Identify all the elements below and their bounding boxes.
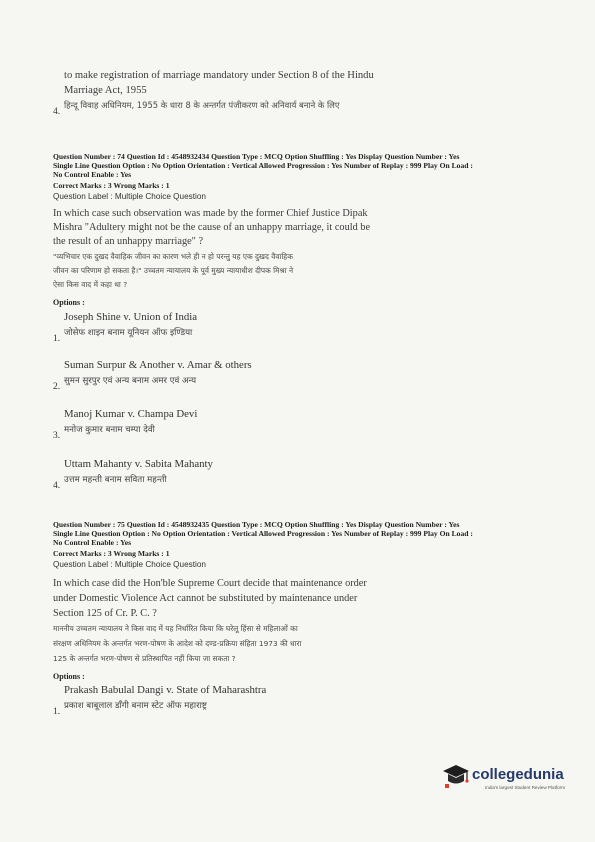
- q75-options-label: Options :: [53, 672, 85, 681]
- q74-meta-line1: Question Number : 74 Question Id : 4548932434 Question Type : MCQ Option Shuffling : Yes Display Question Number : Yes: [53, 152, 460, 161]
- graduation-cap-icon: [441, 762, 471, 792]
- q74-option-4-number: 4.: [53, 481, 61, 491]
- q74-question-en-line3: the result of an unhappy marriage" ?: [53, 236, 204, 247]
- q74-question-label: Question Label : Multiple Choice Question: [53, 192, 206, 201]
- q75-marks: Correct Marks : 3 Wrong Marks : 1: [53, 549, 170, 558]
- collegedunia-tagline: India's largest Student Review Platform: [485, 785, 566, 790]
- collegedunia-logo: [441, 760, 566, 800]
- q74-option-3-number: 3.: [53, 431, 61, 441]
- q75-option-1-hi: प्रकाश बाबूलाल डाँगी बनाम स्टेट ऑफ महाराष्ट्र: [64, 701, 207, 711]
- q74-question-hi-line1: "व्यभिचार एक दुखद वैवाहिक जीवन का कारण भले ही न हो परन्तु यह एक दुखद वैवाहिक: [53, 252, 293, 261]
- q74-option-1-en: Joseph Shine v. Union of India: [64, 311, 198, 323]
- q75-meta-line2: Single Line Question Option : No Option Orientation : Vertical Allowed Progression : Yes Number of Replay : 999 Play On Load :: [53, 529, 473, 538]
- q75-option-1-en: Prakash Babulal Dangi v. State of Maharashtra: [64, 684, 267, 696]
- q74-marks: Correct Marks : 3 Wrong Marks : 1: [53, 181, 170, 190]
- q74-meta-line2: Single Line Question Option : No Option Orientation : Vertical Allowed Progression : Yes Number of Replay : 999 Play On Load :: [53, 161, 473, 170]
- q75-question-hi-line2: संरक्षण अधिनियम के अन्तर्गत भरण-पोषण के आदेश को दण्ड-प्रक्रिया संहिता 1973 की धारा: [53, 639, 302, 648]
- prev-option-hindi: हिन्दू विवाह अधिनियम, 1955 के धारा 8 के अन्तर्गत पंजीकरण को अनिवार्य बनाने के लिए: [64, 100, 340, 110]
- prev-option-number: 4.: [53, 107, 61, 117]
- q75-question-en-line1: In which case did the Hon'ble Supreme Court decide that maintenance order: [53, 578, 367, 589]
- q74-option-3-hi: मनोज कुमार बनाम चम्पा देवी: [64, 425, 155, 435]
- collegedunia-wordmark: collegedunia: [472, 766, 564, 783]
- q75-question-label: Question Label : Multiple Choice Question: [53, 560, 206, 569]
- q74-option-1-hi: जोसेफ शाइन बनाम यूनियन ऑफ इण्डिया: [64, 328, 193, 338]
- q74-option-4-hi: उत्तम महन्ती बनाम सविता महन्ती: [64, 475, 167, 485]
- q75-question-en-line3: Section 125 of Cr. P. C. ?: [53, 608, 157, 619]
- prev-option-text-line1: to make registration of marriage mandatory under Section 8 of the Hindu: [64, 70, 374, 81]
- q74-question-en-line2: Mishra "Adultery might not be the cause of an unhappy marriage, it could be: [53, 222, 371, 233]
- q74-question-hi-line3: ऐसा किस वाद में कहा था ?: [53, 280, 128, 289]
- q74-option-2-hi: सुमन सुरपुर एवं अन्य बनाम अमर एवं अन्य: [64, 376, 197, 386]
- prev-option-text-line2: Marriage Act, 1955: [64, 85, 147, 96]
- q75-meta-line1: Question Number : 75 Question Id : 4548932435 Question Type : MCQ Option Shuffling : Yes Display Question Number : Yes: [53, 520, 460, 529]
- q74-option-3-en: Manoj Kumar v. Champa Devi: [64, 408, 198, 420]
- q74-question-hi-line2: जीवन का परिणाम हो सकता है।" उच्चतम न्यायालय के पूर्व मुख्य न्यायाधीश दीपक मिश्रा ने: [53, 266, 294, 275]
- q74-question-en-line1: In which case such observation was made by the former Chief Justice Dipak: [53, 208, 368, 219]
- q75-question-hi-line1: माननीय उच्चतम न्यायालय ने किस वाद में यह निर्धारित किया कि घरेलू हिंसा से महिलाओं का: [53, 624, 298, 633]
- q75-question-en-line2: under Domestic Violence Act cannot be substituted by maintenance under: [53, 593, 358, 604]
- q74-option-2-en: Suman Surpur & Another v. Amar & others: [64, 359, 252, 371]
- q74-option-2-number: 2.: [53, 382, 61, 392]
- q75-question-hi-line3: 125 के अन्तर्गत भरण-पोषण से प्रतिस्थापित नहीं किया जा सकता ?: [53, 654, 236, 663]
- q74-option-1-number: 1.: [53, 334, 61, 344]
- q74-option-4-en: Uttam Mahanty v. Sabita Mahanty: [64, 458, 213, 470]
- q74-options-label: Options :: [53, 298, 85, 307]
- q75-option-1-number: 1.: [53, 707, 61, 717]
- q75-meta-line3: No Control Enable : Yes: [53, 538, 132, 547]
- q74-meta-line3: No Control Enable : Yes: [53, 170, 132, 179]
